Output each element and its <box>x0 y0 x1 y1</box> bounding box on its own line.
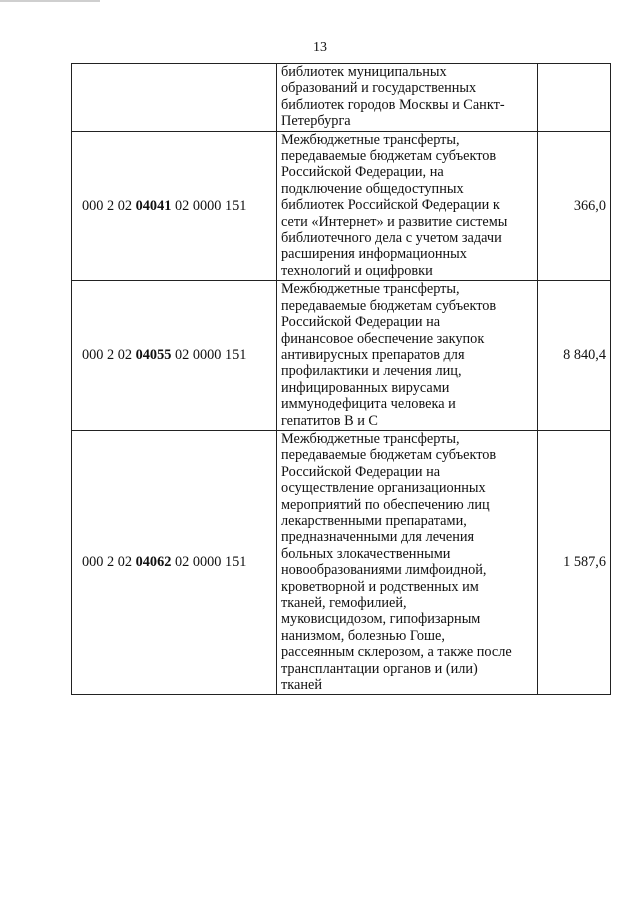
description-line: Межбюджетные трансферты, <box>281 131 460 148</box>
amount-cell: 8 840,4 <box>538 281 611 431</box>
description-line: образований и государственных <box>281 80 477 97</box>
description-line: новообразованиями лимфоидной, <box>281 562 487 579</box>
amount-cell: 366,0 <box>538 131 611 281</box>
budget-code-suffix: 02 0000 151 <box>171 554 247 571</box>
description-line: трансплантации органов и (или) <box>281 660 478 677</box>
description-line: рассеянным склерозом, а также после <box>281 644 512 661</box>
description-line: Межбюджетные трансферты, <box>281 281 460 298</box>
description-line: гепатитов В и С <box>281 412 378 429</box>
description-line: Российской Федерации на <box>281 314 441 331</box>
description-line: библиотек городов Москвы и Санкт- <box>281 96 505 113</box>
description-line: Российской Федерации, на <box>281 164 444 181</box>
budget-code-cell <box>72 430 277 695</box>
description-line: тканей, гемофилией, <box>281 595 407 611</box>
description-line: Российской Федерации на <box>281 463 441 480</box>
description-line: больных злокачественными <box>281 545 451 562</box>
description-line: библиотечного дела с учетом задачи <box>281 230 502 247</box>
description-line: кроветворной и родственных им <box>281 578 479 595</box>
description-line: профилактики и лечения лиц, <box>281 363 462 380</box>
description-line: предназначенными для лечения <box>281 529 475 546</box>
description-line: осуществление организационных <box>281 480 486 497</box>
budget-code-prefix: 000 2 02 <box>82 347 136 364</box>
table-row <box>72 430 611 695</box>
description-line: сети «Интернет» и развитие системы <box>281 213 508 230</box>
budget-code-prefix: 000 2 02 <box>82 197 136 214</box>
description-line: передаваемые бюджетам субъектов <box>281 447 497 464</box>
description-line: подключение общедоступных <box>281 180 464 197</box>
description-line: инфицированных вирусами <box>281 379 450 396</box>
budget-code-bold: 04041 <box>135 197 172 214</box>
description-line: иммунодефицита человека и <box>281 396 456 413</box>
description-line: передаваемые бюджетам субъектов <box>281 297 497 314</box>
description-line: муковисцидозом, гипофизарным <box>281 611 481 628</box>
description-line: финансовое обеспечение закупок <box>281 330 485 347</box>
budget-code-cell <box>72 131 277 281</box>
scan-edge-mark <box>0 0 100 2</box>
budget-transfers-table <box>71 63 611 695</box>
budget-code-bold: 04062 <box>135 554 172 571</box>
description-line: библиотек Российской Федерации к <box>281 197 500 214</box>
description-cell <box>277 64 538 132</box>
description-line: лекарственными препаратами, <box>281 512 467 529</box>
amount-cell: 1 587,6 <box>538 430 611 695</box>
budget-code-cell <box>72 281 277 431</box>
description-line: нанизмом, болезнью Гоше, <box>281 627 445 644</box>
table-row <box>72 281 611 431</box>
description-cell <box>277 430 538 695</box>
table-row <box>72 131 611 281</box>
description-cell <box>277 131 538 281</box>
budget-code-prefix: 000 2 02 <box>82 554 136 571</box>
page-number: 13 <box>313 40 327 55</box>
description-cell <box>277 281 538 431</box>
description-line: технологий и оцифровки <box>281 262 433 279</box>
description-line: расширения информационных <box>281 246 467 263</box>
budget-code-suffix: 02 0000 151 <box>171 197 247 214</box>
budget-code-cell <box>72 64 277 132</box>
budget-code-suffix: 02 0000 151 <box>171 347 247 364</box>
description-line: передаваемые бюджетам субъектов <box>281 148 497 165</box>
description-line: Петербурга <box>281 113 351 130</box>
description-line: тканей <box>281 677 322 694</box>
amount-cell <box>538 64 611 132</box>
description-line: мероприятий по обеспечению лиц <box>281 496 490 513</box>
description-line: антивирусных препаратов для <box>281 346 465 363</box>
description-line: библиотек муниципальных <box>281 64 447 80</box>
description-line: Межбюджетные трансферты, <box>281 430 460 447</box>
budget-code-bold: 04055 <box>135 347 172 364</box>
table-row <box>72 64 611 132</box>
